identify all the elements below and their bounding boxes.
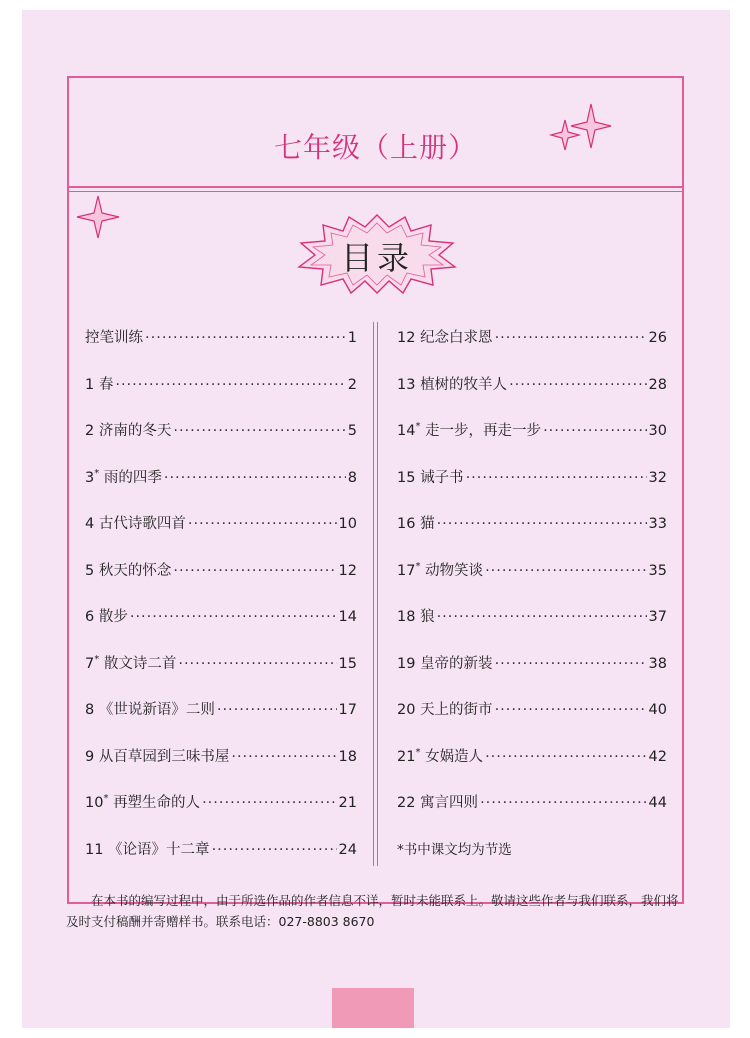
toc-entry-number: 6	[85, 609, 95, 625]
toc-entry-label	[397, 791, 478, 812]
toc-entry-title: 秋天的怀念	[98, 562, 172, 579]
toc-entry-title: 走一步，再走一步	[425, 423, 542, 439]
toc-entry-number: 22	[397, 795, 416, 811]
toc-entry-label	[397, 559, 483, 580]
toc-entry-label	[85, 652, 176, 673]
toc-entry-page: 30	[648, 423, 667, 439]
toc-entry-title: 《世说新语》二则	[98, 702, 215, 718]
dot-leader	[178, 656, 336, 672]
toc-entry	[85, 652, 357, 699]
page-tab-decoration	[332, 988, 414, 1028]
dot-leader	[202, 795, 336, 811]
dot-leader	[437, 609, 647, 625]
toc-entry-label	[85, 512, 186, 533]
dot-leader	[173, 563, 336, 579]
toc-heading: 目录	[340, 239, 413, 277]
toc-entry-page: 32	[648, 469, 667, 486]
sparkle-star-icon	[543, 102, 613, 154]
toc-entry	[397, 745, 667, 792]
toc-entry-title: 济南的冬天	[98, 423, 172, 439]
column-divider	[373, 322, 374, 866]
toc-entry-page: 37	[648, 609, 667, 625]
toc-entry-label	[397, 512, 435, 533]
toc-entry-title: 皇帝的新装	[420, 655, 493, 672]
toc-entry-page: 12	[338, 562, 357, 579]
toc-entry-page: 21	[338, 795, 357, 811]
dot-leader	[130, 609, 337, 625]
toc-entry-number: 12	[397, 330, 416, 346]
toc-entry	[397, 326, 667, 373]
toc-entry	[85, 559, 357, 606]
toc-entry-number: 8	[85, 702, 95, 718]
title-band	[69, 78, 682, 188]
toc-entry-page: 44	[648, 795, 667, 811]
toc-entry-title: 古代诗歌四首	[98, 516, 186, 532]
toc-entry-title: 女娲造人	[425, 748, 484, 765]
toc-entry	[397, 698, 667, 745]
toc-entry-label	[397, 373, 507, 394]
toc-entry-page: 14	[338, 609, 357, 625]
toc-entry-title: 狼	[420, 609, 435, 625]
toc-entry	[397, 791, 667, 838]
toc-entry	[85, 838, 357, 885]
toc-entry-number: 21	[397, 748, 416, 765]
toc-entry-excerpt-mark: *	[415, 746, 421, 758]
toc-entry-number: 1	[85, 376, 95, 393]
toc-entry-page: 2	[347, 376, 357, 393]
dot-leader	[466, 470, 647, 486]
toc-entry	[397, 605, 667, 652]
toc-entry-label	[85, 838, 210, 859]
toc-entry-label	[397, 698, 493, 719]
toc-entry-label	[397, 745, 483, 766]
toc-entry-excerpt-mark: *	[94, 653, 100, 665]
toc-entry-title: 寓言四则	[420, 795, 479, 811]
toc-entry-number: 3	[85, 469, 95, 486]
toc-entry	[85, 745, 357, 792]
footer-note: 在本书的编写过程中，由于所选作品的作者信息不详，暂时未能联系上。敬请这些作者与我们联系，我们将及时支付稿酬并寄赠样书。联系电话：027-8803 8670	[66, 893, 679, 929]
toc-entry-excerpt-mark: *	[103, 793, 109, 805]
toc-entry-page: 38	[648, 655, 667, 672]
toc-entry-label	[85, 791, 200, 812]
toc-entry	[397, 373, 667, 420]
toc-entry-title: 散步	[98, 609, 128, 625]
toc-entry-title: 散文诗二首	[103, 655, 177, 672]
toc-entry-number: 10	[85, 795, 104, 811]
toc-entry	[85, 512, 357, 559]
toc-entry-title: 植树的牧羊人	[420, 376, 508, 393]
toc-entry-label	[85, 605, 128, 626]
toc-entry-label	[397, 326, 493, 347]
toc-entry-page: 33	[648, 516, 667, 532]
toc-entry-title: 从百草园到三味书屋	[98, 748, 230, 765]
toc-entry	[85, 326, 357, 373]
toc-entry-number: 5	[85, 562, 95, 579]
dot-leader	[495, 702, 647, 718]
toc-entry-number: 2	[85, 423, 95, 439]
dot-leader	[164, 470, 346, 486]
dot-leader	[437, 516, 647, 532]
toc-right-column	[397, 326, 667, 884]
toc-entry-title: 纪念白求恩	[420, 330, 493, 346]
toc-entry	[397, 419, 667, 466]
toc-entry-label	[85, 466, 162, 487]
toc-entry	[85, 466, 357, 513]
toc-note: *书中课文均为节选	[397, 841, 512, 858]
toc-entry-number: 19	[397, 655, 416, 672]
toc-entry-label	[85, 559, 171, 580]
toc-entry-title: 动物笑谈	[425, 562, 484, 579]
dot-leader	[495, 330, 647, 346]
dot-leader	[145, 330, 346, 346]
toc-entry-excerpt-mark: *	[415, 421, 421, 433]
toc-entry-title: 猫	[420, 516, 435, 532]
sparkle-star-icon	[75, 194, 121, 240]
toc-entry	[85, 605, 357, 652]
toc-entry-page: 17	[338, 702, 357, 718]
book-title: 七年级（上册）	[273, 131, 477, 164]
toc-entry-page: 15	[338, 655, 357, 672]
toc-entry-number: 4	[85, 516, 95, 532]
toc-entry-label	[85, 419, 171, 440]
dot-leader	[485, 563, 646, 579]
dot-leader	[231, 749, 336, 765]
toc-entry	[397, 559, 667, 606]
content-frame	[67, 76, 684, 904]
dot-leader	[485, 749, 646, 765]
toc-entry	[85, 698, 357, 745]
dot-leader	[115, 377, 345, 393]
toc-entry-label	[85, 745, 229, 766]
toc-entry-number: 16	[397, 516, 416, 532]
toc-entry-excerpt-mark: *	[415, 560, 421, 572]
toc-entry-page: 10	[338, 516, 357, 532]
dot-leader	[509, 377, 646, 393]
toc-entry-number: 14	[397, 423, 416, 439]
dot-leader	[173, 423, 345, 439]
dot-leader	[480, 795, 646, 811]
toc-entry-page: 35	[648, 562, 667, 579]
toc-entry-title: 雨的四季	[103, 469, 162, 486]
toc-entry-page: 5	[347, 423, 357, 439]
toc-entry-title: 《论语》十二章	[108, 841, 210, 858]
toc-entry	[85, 791, 357, 838]
dot-leader	[188, 516, 337, 532]
toc-entry-label	[397, 466, 464, 487]
toc-entry-number: 9	[85, 748, 95, 765]
toc-entry	[397, 466, 667, 513]
toc-entry-title: 天上的街市	[420, 702, 493, 718]
toc-entry-label	[397, 605, 435, 626]
toc-entry-page: 18	[338, 748, 357, 765]
toc-entry	[85, 373, 357, 420]
toc-entry-number: 17	[397, 562, 416, 579]
toc-entry-page: 24	[338, 841, 357, 858]
toc-entry-number: 7	[85, 655, 95, 672]
page	[22, 10, 730, 1028]
toc-entry-page: 8	[347, 469, 357, 486]
dot-leader	[212, 842, 337, 858]
toc-entry	[397, 652, 667, 699]
toc-entry-label	[397, 419, 541, 440]
toc-entry-number: 18	[397, 609, 416, 625]
toc-entry-number: 15	[397, 469, 416, 486]
toc-entry	[85, 419, 357, 466]
toc-entry-label	[85, 326, 143, 347]
dot-leader	[495, 656, 647, 672]
toc-entry-label	[85, 373, 113, 394]
toc-entry-title: 春	[98, 376, 114, 393]
toc-entry-title: 再塑生命的人	[113, 795, 201, 811]
toc-entry-title: 控笔训练	[85, 330, 143, 346]
toc-entry-number: 20	[397, 702, 416, 718]
dot-leader	[217, 702, 337, 718]
toc-entry-number: 13	[397, 376, 416, 393]
toc-entry-page: 40	[648, 702, 667, 718]
dot-leader	[543, 423, 646, 439]
toc-entry-label	[85, 698, 215, 719]
toc-left-column	[85, 326, 357, 884]
toc-entry-page: 42	[648, 748, 667, 765]
toc-entry-label	[397, 652, 493, 673]
toc-heading-badge	[297, 213, 457, 295]
toc-entry	[397, 512, 667, 559]
toc-entry-excerpt-mark: *	[94, 467, 100, 479]
toc-entry-number: 11	[85, 841, 104, 858]
toc-entry-page: 1	[347, 330, 357, 346]
toc-entry-page: 28	[648, 376, 667, 393]
toc-entry-page: 26	[648, 330, 667, 346]
toc-entry-title: 诫子书	[420, 469, 464, 486]
